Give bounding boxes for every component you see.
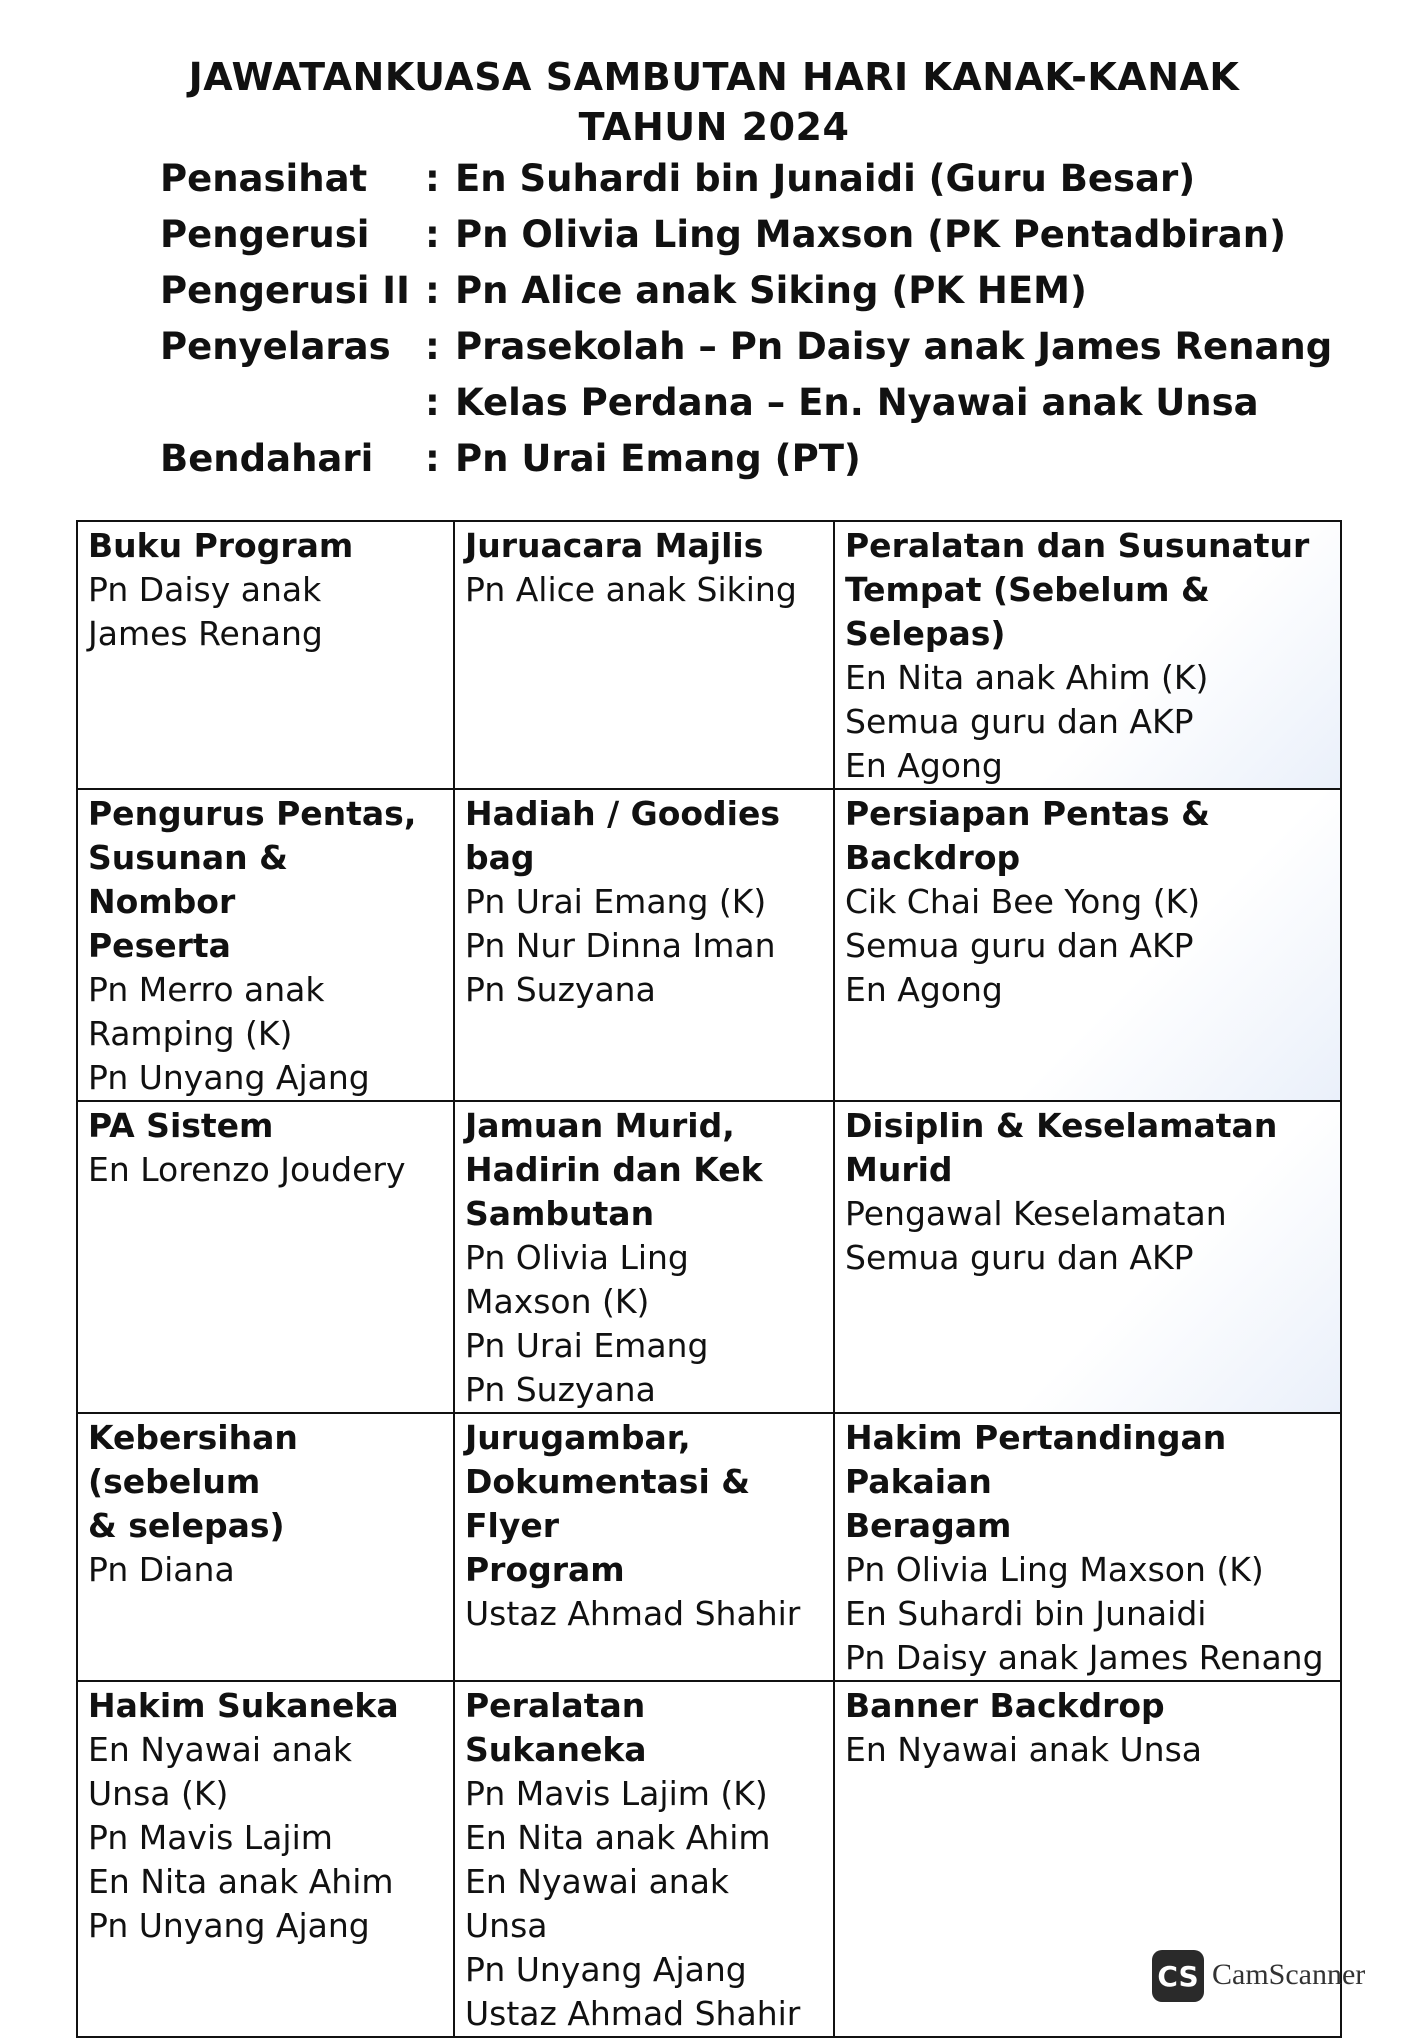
committee-member: Semua guru dan AKP <box>845 1238 1194 1277</box>
camscanner-logo-icon: CS <box>1152 1950 1204 2002</box>
officer-row <box>160 206 1360 262</box>
officer-role: Pengerusi II <box>160 268 410 312</box>
officer-name: En Suhardi bin Junaidi (Guru Besar) <box>455 156 1196 200</box>
officer-name: Pn Olivia Ling Maxson (PK Pentadbiran) <box>455 212 1287 256</box>
committee-member: Ustaz Ahmad Shahir <box>465 1994 801 2033</box>
officer-colon: : <box>425 324 440 368</box>
committee-member: Pn Unyang Ajang <box>88 1906 370 1945</box>
committee-row <box>77 789 1341 1101</box>
committee-title: Hadiah / Goodies <box>465 794 780 833</box>
committee-member: Pn Urai Emang (K) <box>465 882 767 921</box>
committee-member: Pn Alice anak Siking <box>465 570 797 609</box>
committee-member: Pengawal Keselamatan <box>845 1194 1227 1233</box>
officer-row <box>160 374 1360 430</box>
committee-cell <box>454 1101 834 1413</box>
committee-member: Semua guru dan AKP <box>845 702 1194 741</box>
committee-member: Pn Unyang Ajang <box>465 1950 747 1989</box>
committee-title: Hadirin dan Kek <box>465 1150 763 1189</box>
officer-row <box>160 150 1360 206</box>
committee-cell <box>77 1101 454 1413</box>
committee-title: Peserta <box>88 926 231 965</box>
officer-role: Penasihat <box>160 156 368 200</box>
committee-title: Program <box>465 1550 625 1589</box>
committee-member: Pn Unyang Ajang <box>88 1058 370 1097</box>
committee-title: Peralatan Sukaneka <box>465 1686 647 1769</box>
committee-title: & selepas) <box>88 1506 285 1545</box>
committee-title: bag <box>465 838 535 877</box>
committee-title: Susunan & Nombor <box>88 838 288 921</box>
committee-member: Pn Urai Emang <box>465 1326 709 1365</box>
officer-row <box>160 430 1360 486</box>
officer-name: Prasekolah – Pn Daisy anak James Renang <box>455 324 1333 368</box>
officer-role: Bendahari <box>160 436 374 480</box>
committee-member: Ramping (K) <box>88 1014 293 1053</box>
document-title: JAWATANKUASA SAMBUTAN HARI KANAK-KANAK <box>188 55 1240 99</box>
committee-member: Unsa (K) <box>88 1774 229 1813</box>
committee-member: En Nita anak Ahim <box>88 1862 394 1901</box>
committee-member: Pn Merro anak <box>88 970 325 1009</box>
committee-cell <box>454 1413 834 1681</box>
committee-member: Pn Mavis Lajim <box>88 1818 333 1857</box>
committee-member: En Nita anak Ahim (K) <box>845 658 1209 697</box>
committee-cell <box>454 521 834 789</box>
committee-cell <box>834 521 1341 789</box>
committee-member: Pn Olivia Ling <box>465 1238 689 1277</box>
officer-name: Kelas Perdana – En. Nyawai anak Unsa <box>455 380 1259 424</box>
committee-row <box>77 521 1341 789</box>
officer-role: Pengerusi <box>160 212 370 256</box>
committee-member: En Suhardi bin Junaidi <box>845 1594 1207 1633</box>
committee-title: Backdrop <box>845 838 1021 877</box>
committee-cell <box>77 521 454 789</box>
committee-member: En Nyawai anak <box>88 1730 353 1769</box>
committee-title: Banner Backdrop <box>845 1686 1165 1725</box>
document-year: TAHUN 2024 <box>578 105 850 149</box>
camscanner-brand: CamScanner <box>1212 1958 1366 1991</box>
officer-colon: : <box>425 380 440 424</box>
committee-member: Pn Diana <box>88 1550 235 1589</box>
committee-title: Jamuan Murid, <box>465 1106 735 1145</box>
officers-list <box>160 150 1360 486</box>
committee-member: James Renang <box>88 614 323 653</box>
officer-row <box>160 318 1360 374</box>
committee-title: Dokumentasi & Flyer <box>465 1462 751 1545</box>
committee-member: Cik Chai Bee Yong (K) <box>845 882 1201 921</box>
committee-member: Unsa <box>465 1906 548 1945</box>
committee-title: Disiplin & Keselamatan Murid <box>845 1106 1278 1189</box>
committee-title: Tempat (Sebelum & Selepas) <box>845 570 1210 653</box>
committee-member: En Agong <box>845 970 1003 1009</box>
committee-title: Hakim Pertandingan Pakaian <box>845 1418 1227 1501</box>
committee-member: Pn Nur Dinna Iman <box>465 926 776 965</box>
committee-cell <box>77 1413 454 1681</box>
committee-member: Pn Suzyana <box>465 970 656 1009</box>
committee-cell <box>454 1681 834 2037</box>
committee-title: Juruacara Majlis <box>465 526 764 565</box>
committee-title: Buku Program <box>88 526 354 565</box>
committee-row <box>77 1101 1341 1413</box>
officer-name: Pn Alice anak Siking (PK HEM) <box>455 268 1087 312</box>
officer-colon: : <box>425 436 440 480</box>
committee-title: Jurugambar, <box>465 1418 691 1457</box>
committee-table <box>76 520 1342 2038</box>
committee-cell <box>454 789 834 1101</box>
committee-cell <box>77 789 454 1101</box>
committee-title: Pengurus Pentas, <box>88 794 417 833</box>
committee-member: Pn Suzyana <box>465 1370 656 1409</box>
committee-title: Persiapan Pentas & <box>845 794 1210 833</box>
officer-colon: : <box>425 268 440 312</box>
officer-colon: : <box>425 212 440 256</box>
committee-member: Ustaz Ahmad Shahir <box>465 1594 801 1633</box>
committee-member: En Nyawai anak <box>465 1862 730 1901</box>
committee-row <box>77 1413 1341 1681</box>
committee-title: Peralatan dan Susunatur <box>845 526 1310 565</box>
committee-title: Kebersihan (sebelum <box>88 1418 298 1501</box>
officer-colon: : <box>425 156 440 200</box>
committee-member: En Nita anak Ahim <box>465 1818 771 1857</box>
officer-name: Pn Urai Emang (PT) <box>455 436 861 480</box>
committee-cell <box>834 1101 1341 1413</box>
committee-cell <box>77 1681 454 2037</box>
committee-member: Pn Daisy anak <box>88 570 322 609</box>
committee-title: PA Sistem <box>88 1106 274 1145</box>
committee-cell <box>834 789 1341 1101</box>
committee-member: Pn Olivia Ling Maxson (K) <box>845 1550 1264 1589</box>
committee-member: Pn Mavis Lajim (K) <box>465 1774 768 1813</box>
officer-role: Penyelaras <box>160 324 391 368</box>
committee-member: En Nyawai anak Unsa <box>845 1730 1203 1769</box>
committee-member: Maxson (K) <box>465 1282 650 1321</box>
committee-member: En Lorenzo Joudery <box>88 1150 406 1189</box>
committee-title: Sambutan <box>465 1194 655 1233</box>
committee-member: Pn Daisy anak James Renang <box>845 1638 1324 1677</box>
committee-member: En Agong <box>845 746 1003 785</box>
committee-title: Beragam <box>845 1506 1012 1545</box>
committee-cell <box>834 1413 1341 1681</box>
committee-title: Hakim Sukaneka <box>88 1686 399 1725</box>
committee-member: Semua guru dan AKP <box>845 926 1194 965</box>
officer-row <box>160 262 1360 318</box>
